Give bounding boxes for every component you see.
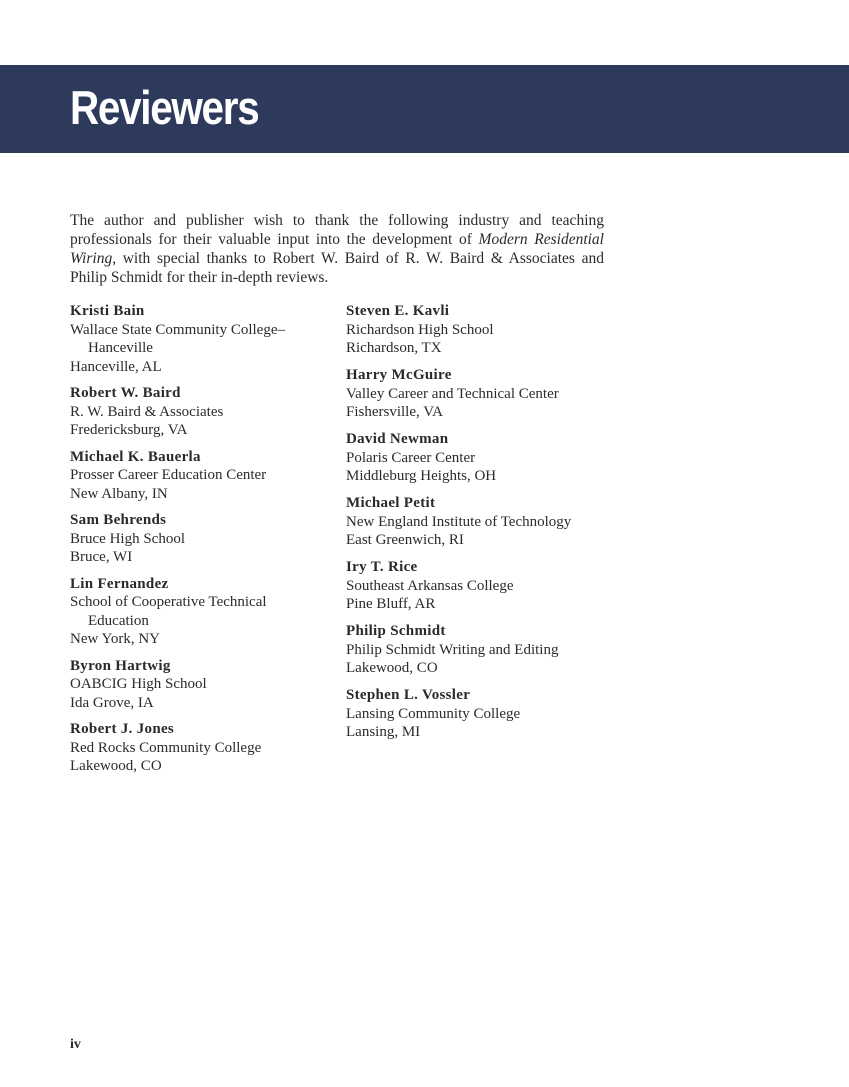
reviewer-name: Philip Schmidt [346, 623, 446, 639]
reviewer-organization: OABCIG High School [70, 676, 207, 692]
reviewer-name: Byron Hartwig [70, 657, 171, 674]
reviewer-location: Lakewood, CO [70, 758, 162, 774]
reviewer-name: Robert J. Jones [70, 721, 175, 737]
reviewer-name: Robert W. Baird [70, 385, 181, 401]
reviewer-organization: Prosser Career Education Center [70, 467, 267, 483]
reviewer-name: Stephen L. Vossler [346, 687, 471, 703]
reviewer-entry [70, 720, 340, 776]
reviewer-organization: School of Cooperative Technical [70, 594, 267, 610]
reviewer-organization: Lansing Community College [346, 705, 521, 722]
reviewer-entry [70, 448, 340, 504]
reviewer-location: Ida Grove, IA [70, 694, 154, 711]
reviewer-entry [346, 366, 626, 422]
reviewer-entry [346, 302, 626, 358]
reviewer-entry [70, 302, 340, 376]
reviewer-entry [70, 511, 340, 567]
reviewer-organization: Bruce High School [70, 530, 185, 547]
reviewer-location: Fishersville, VA [346, 404, 443, 420]
reviewer-organization: R. W. Baird & Associates [70, 403, 224, 420]
reviewer-organization-continued: Hanceville [88, 340, 153, 356]
reviewer-name: Iry T. Rice [346, 559, 418, 575]
reviewer-location: Lakewood, CO [346, 660, 438, 676]
reviewer-entry [70, 384, 340, 440]
reviewer-organization-continued: Education [88, 612, 149, 629]
reviewer-name: Lin Fernandez [70, 575, 169, 592]
reviewer-location: East Greenwich, RI [346, 532, 464, 548]
reviewer-organization: New England Institute of Technology [346, 513, 572, 530]
intro-paragraph [70, 211, 604, 287]
reviewer-organization: Southeast Arkansas College [346, 577, 514, 594]
reviewer-location: Lansing, MI [346, 724, 421, 740]
reviewer-location: Pine Bluff, AR [346, 596, 436, 612]
reviewer-location: New Albany, IN [70, 485, 168, 502]
reviewer-location: Fredericksburg, VA [70, 422, 188, 438]
reviewer-organization: Polaris Career Center [346, 449, 476, 466]
intro-text-2: , with special thanks to Robert W. Baird of R. W. Baird & Associates and Philip Schmidt for their in-depth reviews. [70, 250, 604, 286]
page-number: iv [70, 1037, 81, 1052]
reviewer-location: Hanceville, AL [70, 358, 162, 375]
reviewer-organization: Richardson High School [346, 321, 494, 338]
reviewer-location: New York, NY [70, 631, 161, 647]
reviewer-entry [346, 686, 626, 742]
reviewer-location: Middleburg Heights, OH [346, 468, 497, 484]
reviewer-organization: Red Rocks Community College [70, 739, 262, 756]
reviewer-name: Kristi Bain [70, 303, 145, 319]
reviewer-name: Harry McGuire [346, 367, 452, 383]
reviewer-entry [346, 430, 626, 486]
reviewer-entry [346, 622, 626, 678]
reviewer-entry [346, 494, 626, 550]
reviewer-organization: Philip Schmidt Writing and Editing [346, 641, 559, 658]
book-title: Modern Residential Wiring [70, 231, 604, 267]
intro-text-1: The author and publisher wish to thank the following industry and teaching professionals for their valuable input into the development of [70, 212, 604, 248]
reviewer-name: Steven E. Kavli [346, 303, 450, 319]
reviewer-location: Richardson, TX [346, 340, 442, 356]
reviewer-entry [346, 558, 626, 614]
reviewer-organization: Valley Career and Technical Center [346, 385, 559, 402]
reviewer-entry [70, 657, 340, 713]
reviewer-organization: Wallace State Community College– [70, 321, 285, 338]
reviewer-name: Sam Behrends [70, 512, 167, 528]
reviewer-name: Michael K. Bauerla [70, 448, 201, 465]
reviewer-name: David Newman [346, 431, 449, 447]
reviewer-location: Bruce, WI [70, 549, 133, 565]
reviewer-entry [70, 575, 340, 649]
reviewers-right-column [346, 302, 626, 750]
reviewer-name: Michael Petit [346, 495, 436, 511]
reviewers-left-column [70, 302, 340, 784]
page-title: Reviewers [70, 81, 259, 134]
